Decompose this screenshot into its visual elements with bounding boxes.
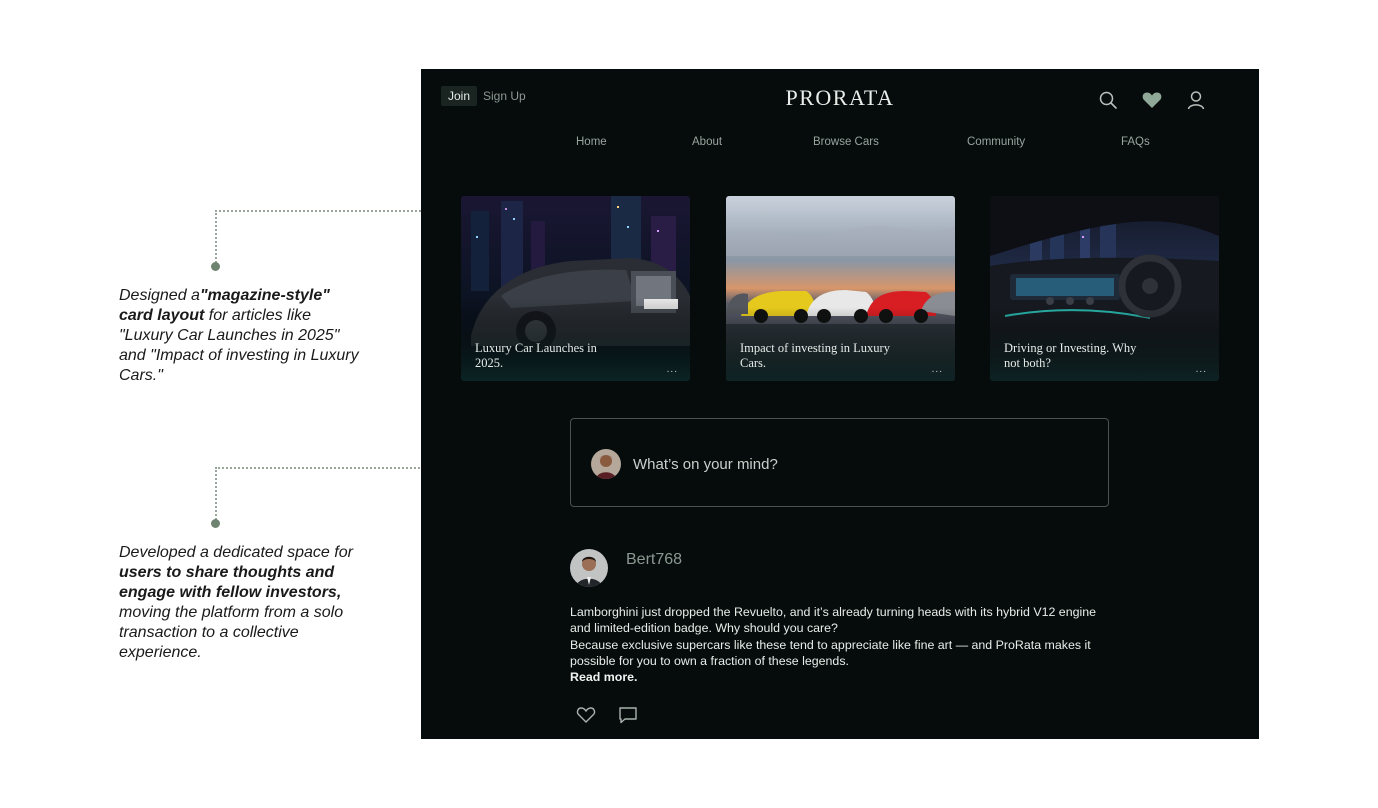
article-card[interactable] (990, 196, 1219, 381)
article-title: Impact of investing in Luxury Cars. (740, 341, 890, 370)
avatar[interactable] (570, 549, 608, 587)
article-title: Driving or Investing. Why not both? (1004, 341, 1137, 370)
post-text: Lamborghini just dropped the Revuelto, and it’s already turning heads with its hybrid V12 engine and limited-edition badge. Why should you care? (570, 605, 1097, 636)
nav-browse-cars[interactable]: Browse Cars (813, 136, 879, 148)
user-icon[interactable] (1185, 89, 1207, 111)
article-cards (461, 196, 1221, 381)
nav-faqs[interactable]: FAQs (1121, 136, 1150, 148)
article-card[interactable] (726, 196, 955, 381)
composer-input[interactable] (633, 452, 1053, 476)
read-more-link[interactable]: Read more. (570, 670, 638, 685)
annotation-community-space (119, 543, 359, 663)
nav-community[interactable]: Community (967, 136, 1026, 148)
post-username[interactable]: Bert768 (626, 551, 683, 568)
main-nav (421, 136, 1259, 152)
join-button[interactable]: Join (441, 86, 477, 106)
annotation-text: Developed a dedicated space for (119, 544, 353, 561)
heart-icon[interactable] (1141, 89, 1163, 111)
header-icons (1097, 89, 1207, 111)
post-body (570, 604, 1110, 685)
more-icon[interactable]: ... (666, 364, 678, 375)
annotation-text: Designed a (119, 287, 200, 304)
annotation-connector (215, 467, 217, 523)
nav-about[interactable]: About (692, 136, 723, 148)
avatar (591, 449, 621, 479)
annotation-dot (211, 262, 220, 271)
app-window (421, 69, 1259, 739)
post-composer (570, 418, 1109, 507)
article-title: Luxury Car Launches in 2025. (475, 341, 597, 370)
annotation-emphasis: users to share thoughts and engage with fellow investors, (119, 564, 342, 601)
heart-outline-icon[interactable] (575, 704, 597, 726)
search-icon[interactable] (1097, 89, 1119, 111)
nav-home[interactable]: Home (576, 136, 607, 148)
post-actions (575, 704, 639, 726)
more-icon[interactable]: ... (1195, 364, 1207, 375)
annotation-magazine-layout (119, 286, 359, 386)
signup-link[interactable]: Sign Up (483, 89, 526, 103)
post-text: Because exclusive supercars like these tend to appreciate like fine art — and ProRata makes it possible for you to own a fraction of these legends. (570, 637, 1091, 668)
annotation-text: moving the platform from a solo transaction to a collective experience. (119, 604, 344, 661)
annotation-connector (215, 210, 453, 212)
annotation-connector (215, 210, 217, 266)
comment-icon[interactable] (617, 704, 639, 726)
article-card[interactable] (461, 196, 690, 381)
annotation-emphasis: "magazine-style" card layout (119, 287, 330, 324)
logo: PRORATA (785, 85, 895, 110)
annotation-text: for articles like "Luxury Car Launches in 2025" and "Impact of investing in Luxury Cars." (119, 307, 359, 384)
more-icon[interactable]: ... (931, 364, 943, 375)
annotation-dot (211, 519, 220, 528)
